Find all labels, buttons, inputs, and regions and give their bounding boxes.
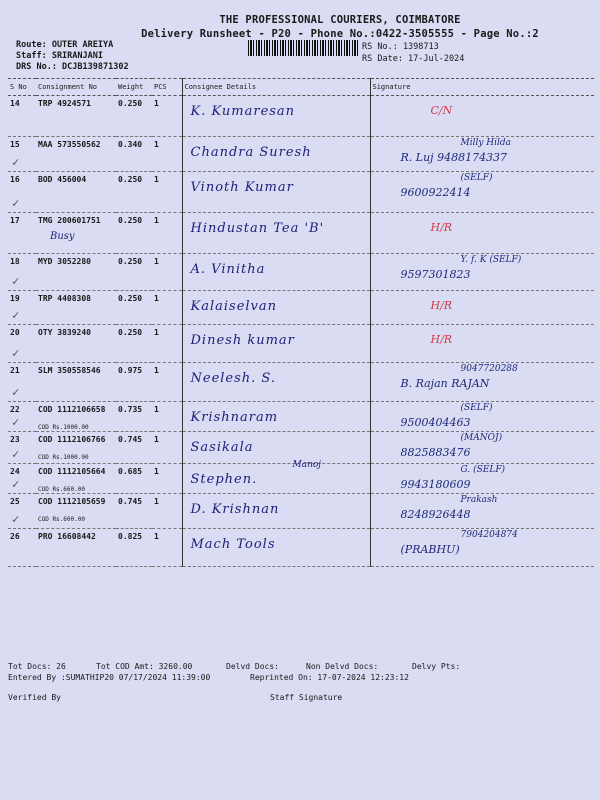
staff-signature: Staff Signature xyxy=(270,693,343,702)
consignee-name: K. Kumaresan xyxy=(190,104,296,119)
sno-value: 24 xyxy=(10,467,20,476)
row-consignment xyxy=(36,529,116,567)
row-consignment xyxy=(36,213,116,254)
table-row xyxy=(8,402,594,432)
row-consignee xyxy=(182,529,370,567)
consignee-name: Sasikala xyxy=(190,440,254,455)
col-consignee: Consignee Details xyxy=(182,79,370,96)
col-weight: Weight xyxy=(116,79,152,96)
weight-value: 0.975 xyxy=(118,366,143,375)
row-consignee xyxy=(182,432,370,470)
weight-value: 0.340 xyxy=(118,140,143,149)
company-title: THE PROFESSIONAL COURIERS, COIMBATORE xyxy=(219,14,461,26)
cod-amount: COD Rs.1000.00 xyxy=(38,424,89,431)
consignee-name: Mach Tools xyxy=(190,537,276,552)
row-weight xyxy=(116,363,152,402)
row-consignee xyxy=(182,494,370,529)
verified-by: Verified By xyxy=(8,693,61,702)
barcode xyxy=(248,40,360,56)
tick-mark-icon: ✓ xyxy=(12,308,20,322)
table-row xyxy=(8,137,594,172)
row-signature xyxy=(370,254,594,291)
signature-text: (SELF) xyxy=(460,173,493,183)
row-consignee xyxy=(182,464,370,494)
consignee-name: Krishnaram xyxy=(190,410,279,425)
row-consignment xyxy=(36,137,116,172)
route-label: Route: OUTER AREIYA xyxy=(16,40,114,50)
pcs-value: 1 xyxy=(154,435,159,444)
consignee-name: A. Vinitha xyxy=(190,262,266,277)
row-consignment xyxy=(36,96,116,137)
tick-mark-icon: ✓ xyxy=(12,415,20,429)
pcs-value: 1 xyxy=(154,497,159,506)
sno-value: 16 xyxy=(10,175,20,184)
row-pcs xyxy=(152,254,182,291)
row-sno xyxy=(8,172,36,213)
signature-text: Y. f. K (SELF) xyxy=(460,255,522,265)
row-sno xyxy=(8,213,36,254)
row-sno xyxy=(8,96,36,137)
pcs-value: 1 xyxy=(154,175,159,184)
consignment-value: TRP 4408308 xyxy=(38,294,91,303)
delivery-points: Delvy Pts: xyxy=(412,662,461,671)
weight-value: 0.825 xyxy=(118,532,143,541)
consignment-value: MAA 573550562 xyxy=(38,140,101,149)
row-signature xyxy=(370,402,594,432)
row-sno xyxy=(8,432,36,464)
signature-text: R. Luj 9488174337 xyxy=(400,151,508,164)
row-signature xyxy=(370,363,594,402)
weight-value: 0.745 xyxy=(118,497,143,506)
signature-text: 9600922414 xyxy=(400,186,471,199)
row-consignee xyxy=(182,213,370,254)
sno-value: 14 xyxy=(10,99,20,108)
row-weight xyxy=(116,464,152,494)
consignee-name: D. Krishnan xyxy=(190,502,280,517)
row-pcs xyxy=(152,172,182,213)
row-sno xyxy=(8,254,36,291)
signature-text: H/R xyxy=(430,221,453,234)
row-pcs xyxy=(152,464,182,494)
total-docs: Tot Docs: 26 xyxy=(8,662,66,671)
row-sno xyxy=(8,363,36,402)
row-pcs xyxy=(152,529,182,567)
signature-text: 9597301823 xyxy=(400,268,471,281)
row-weight xyxy=(116,494,152,529)
sno-value: 26 xyxy=(10,532,20,541)
row-weight xyxy=(116,291,152,325)
row-pcs xyxy=(152,363,182,402)
pcs-value: 1 xyxy=(154,99,159,108)
row-consignee xyxy=(182,254,370,291)
signature-text: 9047720288 xyxy=(460,364,518,374)
row-weight xyxy=(116,254,152,291)
weight-value: 0.250 xyxy=(118,294,143,303)
row-sno xyxy=(8,464,36,494)
table-row xyxy=(8,494,594,529)
pcs-value: 1 xyxy=(154,216,159,225)
sno-value: 18 xyxy=(10,257,20,266)
row-consignment xyxy=(36,254,116,291)
signature-text: 9500404463 xyxy=(400,416,471,429)
consignee-note: Manoj xyxy=(292,460,322,470)
row-signature xyxy=(370,291,594,325)
signature-text: 7904204874 xyxy=(460,530,518,540)
row-pcs xyxy=(152,402,182,432)
row-consignment xyxy=(36,325,116,363)
row-consignment xyxy=(36,402,116,432)
sno-value: 22 xyxy=(10,405,20,414)
row-consignment xyxy=(36,363,116,402)
row-signature xyxy=(370,464,594,494)
weight-value: 0.735 xyxy=(118,405,143,414)
table-row xyxy=(8,432,594,464)
signature-text: H/R xyxy=(430,299,453,312)
signature-text: 9943180609 xyxy=(400,478,471,491)
col-signature: Signature xyxy=(370,79,594,96)
table-row xyxy=(8,172,594,213)
row-pcs xyxy=(152,432,182,464)
consignee-name: Kalaiselvan xyxy=(190,299,278,314)
table-row xyxy=(8,363,594,402)
row-sno xyxy=(8,291,36,325)
row-weight xyxy=(116,432,152,464)
row-signature xyxy=(370,325,594,363)
cod-amount: COD Rs.1000.00 xyxy=(38,454,89,461)
cod-amount: COD Rs.660.00 xyxy=(38,486,85,493)
sno-value: 20 xyxy=(10,328,20,337)
tick-mark-icon: ✓ xyxy=(12,274,20,288)
row-consignment xyxy=(36,172,116,213)
consignment-value: SLM 350558546 xyxy=(38,366,101,375)
runsheet-table xyxy=(8,78,594,567)
consignee-name: Chandra Suresh xyxy=(190,145,312,160)
row-consignment xyxy=(36,464,116,494)
tick-mark-icon: ✓ xyxy=(12,346,20,360)
consignment-value: COD 1112106766 xyxy=(38,435,106,444)
sno-value: 17 xyxy=(10,216,20,225)
weight-value: 0.250 xyxy=(118,216,143,225)
consignment-value: TRP 4924571 xyxy=(38,99,91,108)
row-weight xyxy=(116,213,152,254)
row-signature xyxy=(370,96,594,137)
row-consignee xyxy=(182,363,370,402)
row-consignee xyxy=(182,172,370,213)
sno-value: 21 xyxy=(10,366,20,375)
table-row xyxy=(8,529,594,567)
delivered-docs: Delvd Docs: xyxy=(226,662,279,671)
row-signature xyxy=(370,432,594,464)
signature-text: Milly Hilda xyxy=(460,138,512,148)
weight-value: 0.250 xyxy=(118,257,143,266)
weight-value: 0.250 xyxy=(118,99,143,108)
table-row xyxy=(8,291,594,325)
row-consignee xyxy=(182,402,370,432)
pcs-value: 1 xyxy=(154,257,159,266)
table-header xyxy=(8,79,594,96)
signature-text: H/R xyxy=(430,333,453,346)
col-pcs: PCS xyxy=(152,79,182,96)
signature-text: 8248926448 xyxy=(400,508,471,521)
row-sno xyxy=(8,137,36,172)
consignment-value: TMG 200601751 xyxy=(38,216,101,225)
pcs-value: 1 xyxy=(154,532,159,541)
row-pcs xyxy=(152,137,182,172)
tick-mark-icon: ✓ xyxy=(12,155,20,169)
row-sno xyxy=(8,402,36,432)
pcs-value: 1 xyxy=(154,294,159,303)
row-consignee xyxy=(182,291,370,325)
handwritten-note: Busy xyxy=(50,231,75,242)
row-pcs xyxy=(152,494,182,529)
rs-date: RS Date: 17-Jul-2024 xyxy=(362,54,465,64)
row-sno xyxy=(8,494,36,529)
sno-value: 19 xyxy=(10,294,20,303)
row-signature xyxy=(370,172,594,213)
staff-label: Staff: SRIRANJANI xyxy=(16,51,103,61)
pcs-value: 1 xyxy=(154,140,159,149)
row-signature xyxy=(370,137,594,172)
consignee-name: Hindustan Tea 'B' xyxy=(190,221,325,236)
consignment-value: COD 1112106658 xyxy=(38,405,106,414)
consignee-name: Vinoth Kumar xyxy=(190,180,294,195)
signature-text: G. (SELF) xyxy=(460,465,506,475)
weight-value: 0.685 xyxy=(118,467,143,476)
sno-value: 25 xyxy=(10,497,20,506)
sno-value: 23 xyxy=(10,435,20,444)
consignment-value: PRO 16608442 xyxy=(38,532,96,541)
row-consignment xyxy=(36,494,116,529)
consignment-value: BOD 456004 xyxy=(38,175,87,184)
signature-text: (PRABHU) xyxy=(400,543,460,556)
pcs-value: 1 xyxy=(154,328,159,337)
row-sno xyxy=(8,529,36,567)
consignee-name: Dinesh kumar xyxy=(190,333,295,348)
weight-value: 0.250 xyxy=(118,328,143,337)
row-consignment xyxy=(36,291,116,325)
tick-mark-icon: ✓ xyxy=(12,385,20,399)
tick-mark-icon: ✓ xyxy=(12,477,20,491)
sno-value: 15 xyxy=(10,140,20,149)
pcs-value: 1 xyxy=(154,405,159,414)
col-consignment: Consignment No xyxy=(36,79,116,96)
consignment-value: OTY 3839240 xyxy=(38,328,91,337)
entered-by: Entered By :SUMATHIP20 07/17/2024 11:39:00 xyxy=(8,673,211,682)
signature-text: (SELF) xyxy=(460,403,493,413)
weight-value: 0.745 xyxy=(118,435,143,444)
row-signature xyxy=(370,494,594,529)
drs-number: DRS No.: DCJB139871302 xyxy=(16,62,129,72)
signature-text: 8825883476 xyxy=(400,446,471,459)
pcs-value: 1 xyxy=(154,467,159,476)
consignment-value: COD 1112105659 xyxy=(38,497,106,506)
tick-mark-icon: ✓ xyxy=(12,447,20,461)
tick-mark-icon: ✓ xyxy=(12,512,20,526)
row-pcs xyxy=(152,96,182,137)
non-delivered-docs: Non Delvd Docs: xyxy=(306,662,379,671)
row-pcs xyxy=(152,325,182,363)
consignment-value: COD 1112105664 xyxy=(38,467,106,476)
row-consignee xyxy=(182,137,370,172)
reprinted-on: Reprinted On: 17-07-2024 12:23:12 xyxy=(250,673,409,682)
signature-text: B. Rajan RAJAN xyxy=(400,377,490,390)
row-weight xyxy=(116,325,152,363)
table-row xyxy=(8,325,594,363)
tick-mark-icon: ✓ xyxy=(12,196,20,210)
row-signature xyxy=(370,213,594,254)
row-consignment xyxy=(36,432,116,464)
row-weight xyxy=(116,96,152,137)
cod-amount: COD Rs.600.00 xyxy=(38,516,85,523)
row-signature xyxy=(370,529,594,567)
signature-text: C/N xyxy=(430,104,453,117)
table-row xyxy=(8,213,594,254)
row-pcs xyxy=(152,291,182,325)
signature-text: Prakash xyxy=(460,495,498,505)
rs-number: RS No.: 1398713 xyxy=(362,42,439,52)
row-weight xyxy=(116,529,152,567)
signature-text: (MANOJ) xyxy=(460,433,503,443)
row-pcs xyxy=(152,213,182,254)
row-consignee xyxy=(182,325,370,363)
consignee-name: Neelesh. S. xyxy=(190,371,276,386)
row-consignee xyxy=(182,96,370,137)
table-row xyxy=(8,254,594,291)
table-row xyxy=(8,464,594,494)
row-sno xyxy=(8,325,36,363)
row-weight xyxy=(116,137,152,172)
weight-value: 0.250 xyxy=(118,175,143,184)
total-cod: Tot COD Amt: 3260.00 xyxy=(96,662,193,671)
runsheet-subtitle: Delivery Runsheet - P20 - Phone No.:0422-3505555 - Page No.:2 xyxy=(141,28,539,40)
consignment-value: MYD 3052280 xyxy=(38,257,91,266)
table-row xyxy=(8,96,594,137)
row-weight xyxy=(116,172,152,213)
row-weight xyxy=(116,402,152,432)
consignee-name: Stephen. xyxy=(190,472,258,487)
pcs-value: 1 xyxy=(154,366,159,375)
col-sno: S No xyxy=(8,79,36,96)
